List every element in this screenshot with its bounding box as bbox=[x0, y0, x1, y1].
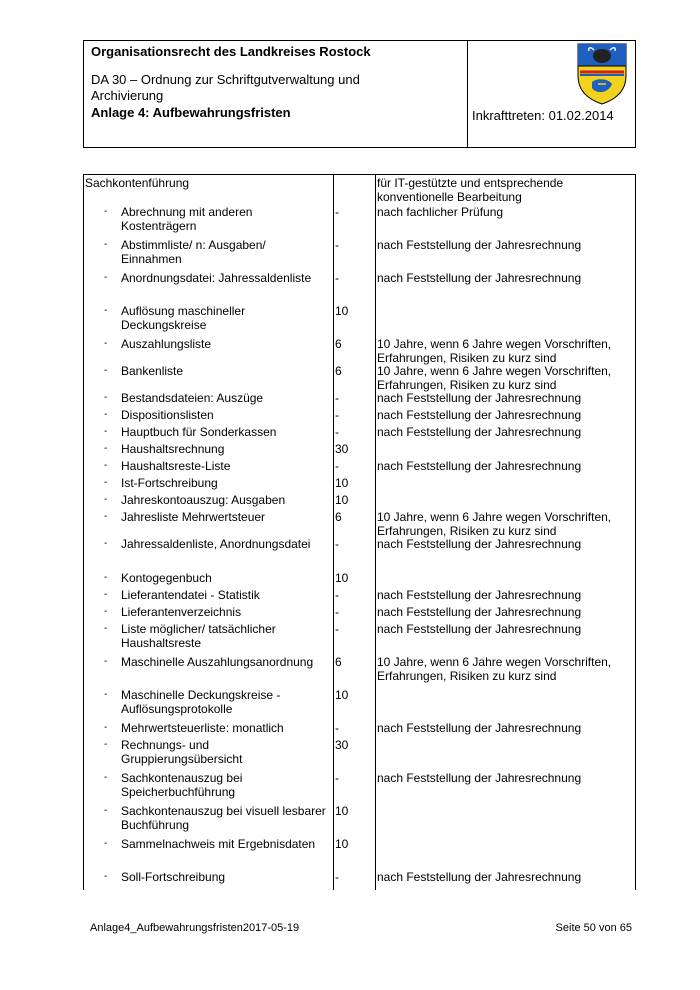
row-remark: nach Feststellung der Jahresrechnung bbox=[377, 771, 582, 785]
row-remark: nach Feststellung der Jahresrechnung bbox=[377, 605, 582, 619]
row-retention-years: 30 bbox=[335, 442, 349, 456]
row-retention-years: 10 bbox=[335, 837, 349, 851]
row-retention-years: - bbox=[335, 605, 339, 619]
row-record-type: Sachkontenauszug bei Speicherbuchführung bbox=[121, 771, 243, 799]
row-retention-years: - bbox=[335, 205, 339, 219]
row-retention-years: - bbox=[335, 771, 339, 785]
row-retention-years: 10 bbox=[335, 804, 349, 818]
section-note: für IT-gestützte und entsprechende konventionelle Bearbeitung bbox=[377, 176, 564, 204]
row-bullet: - bbox=[104, 409, 108, 420]
row-bullet: - bbox=[104, 572, 108, 583]
row-bullet: - bbox=[104, 722, 108, 733]
row-record-type: Haushaltsreste-Liste bbox=[121, 459, 231, 473]
row-retention-years: - bbox=[335, 588, 339, 602]
regulation-title: DA 30 – Ordnung zur Schriftgutverwaltung und Archivierung bbox=[91, 72, 360, 103]
row-bullet: - bbox=[104, 772, 108, 783]
row-retention-years: 10 bbox=[335, 493, 349, 507]
row-bullet: - bbox=[104, 272, 108, 283]
row-record-type: Kontogegenbuch bbox=[121, 571, 212, 585]
row-record-type: Maschinelle Auszahlungsanordnung bbox=[121, 655, 314, 669]
row-remark: nach Feststellung der Jahresrechnung bbox=[377, 408, 582, 422]
row-retention-years: - bbox=[335, 238, 339, 252]
row-bullet: - bbox=[104, 494, 108, 505]
row-record-type: Liste möglicher/ tatsächlicher Haushaltsreste bbox=[121, 622, 276, 650]
row-bullet: - bbox=[104, 365, 108, 376]
row-bullet: - bbox=[104, 426, 108, 437]
row-bullet: - bbox=[104, 206, 108, 217]
row-retention-years: - bbox=[335, 408, 339, 422]
row-bullet: - bbox=[104, 443, 108, 454]
row-record-type: Bankenliste bbox=[121, 364, 184, 378]
row-retention-years: 10 bbox=[335, 688, 349, 702]
row-remark: nach Feststellung der Jahresrechnung bbox=[377, 721, 582, 735]
row-retention-years: - bbox=[335, 425, 339, 439]
row-record-type: Bestandsdateien: Auszüge bbox=[121, 391, 264, 405]
row-record-type: Auflösung maschineller Deckungskreise bbox=[121, 304, 246, 332]
row-bullet: - bbox=[104, 689, 108, 700]
row-remark: 10 Jahre, wenn 6 Jahre wegen Vorschriften, Erfahrungen, Risiken zu kurz sind bbox=[377, 510, 612, 538]
row-record-type: Ist-Fortschreibung bbox=[121, 476, 218, 490]
row-bullet: - bbox=[104, 871, 108, 882]
row-bullet: - bbox=[104, 656, 108, 667]
row-record-type: Auszahlungsliste bbox=[121, 337, 212, 351]
column-divider bbox=[375, 175, 376, 890]
row-record-type: Abrechnung mit anderen Kostenträgern bbox=[121, 205, 253, 233]
row-retention-years: - bbox=[335, 271, 339, 285]
retention-table bbox=[83, 174, 636, 890]
row-bullet: - bbox=[104, 838, 108, 849]
row-retention-years: 6 bbox=[335, 510, 342, 524]
row-record-type: Sachkontenauszug bei visuell lesbarer Buchführung bbox=[121, 804, 326, 832]
row-retention-years: 30 bbox=[335, 738, 349, 752]
footer-page-number: Seite 50 von 65 bbox=[555, 922, 632, 934]
row-remark: nach Feststellung der Jahresrechnung bbox=[377, 271, 582, 285]
row-bullet: - bbox=[104, 460, 108, 471]
row-bullet: - bbox=[104, 589, 108, 600]
row-remark: nach fachlicher Prüfung bbox=[377, 205, 504, 219]
row-remark: nach Feststellung der Jahresrechnung bbox=[377, 870, 582, 884]
header-divider bbox=[467, 41, 468, 147]
row-retention-years: 10 bbox=[335, 304, 349, 318]
appendix-title: Anlage 4: Aufbewahrungsfristen bbox=[91, 105, 291, 120]
row-remark: nach Feststellung der Jahresrechnung bbox=[377, 391, 582, 405]
row-record-type: Jahresliste Mehrwertsteuer bbox=[121, 510, 266, 524]
row-record-type: Sammelnachweis mit Ergebnisdaten bbox=[121, 837, 316, 851]
row-remark: nach Feststellung der Jahresrechnung bbox=[377, 425, 582, 439]
row-record-type: Anordnungsdatei: Jahressaldenliste bbox=[121, 271, 312, 285]
organization-title: Organisationsrecht des Landkreises Rostock bbox=[91, 44, 371, 59]
row-retention-years: - bbox=[335, 459, 339, 473]
row-record-type: Rechnungs- und Gruppierungsübersicht bbox=[121, 738, 243, 766]
row-remark: nach Feststellung der Jahresrechnung bbox=[377, 588, 582, 602]
row-record-type: Jahressaldenliste, Anordnungsdatei bbox=[121, 537, 311, 551]
row-retention-years: - bbox=[335, 391, 339, 405]
row-bullet: - bbox=[104, 305, 108, 316]
row-remark: nach Feststellung der Jahresrechnung bbox=[377, 238, 582, 252]
document-header bbox=[83, 40, 636, 148]
row-record-type: Jahreskontoauszug: Ausgaben bbox=[121, 493, 286, 507]
row-record-type: Maschinelle Deckungskreise - Auflösungsprotokolle bbox=[121, 688, 281, 716]
row-remark: nach Feststellung der Jahresrechnung bbox=[377, 622, 582, 636]
row-retention-years: - bbox=[335, 622, 339, 636]
row-bullet: - bbox=[104, 239, 108, 250]
row-record-type: Hauptbuch für Sonderkassen bbox=[121, 425, 277, 439]
row-bullet: - bbox=[104, 739, 108, 750]
row-retention-years: - bbox=[335, 870, 339, 884]
effective-date: Inkrafttreten: 01.02.2014 bbox=[472, 108, 614, 123]
row-retention-years: 10 bbox=[335, 476, 349, 490]
row-record-type: Soll-Fortschreibung bbox=[121, 870, 226, 884]
row-bullet: - bbox=[104, 511, 108, 522]
row-bullet: - bbox=[104, 606, 108, 617]
row-remark: 10 Jahre, wenn 6 Jahre wegen Vorschriften, Erfahrungen, Risiken zu kurz sind bbox=[377, 337, 612, 365]
row-record-type: Mehrwertsteuerliste: monatlich bbox=[121, 721, 284, 735]
row-remark: 10 Jahre, wenn 6 Jahre wegen Vorschriften, Erfahrungen, Risiken zu kurz sind bbox=[377, 364, 612, 392]
row-retention-years: 10 bbox=[335, 571, 349, 585]
row-remark: nach Feststellung der Jahresrechnung bbox=[377, 537, 582, 551]
coat-of-arms-icon bbox=[576, 42, 628, 106]
row-remark: 10 Jahre, wenn 6 Jahre wegen Vorschriften, Erfahrungen, Risiken zu kurz sind bbox=[377, 655, 612, 683]
row-remark: nach Feststellung der Jahresrechnung bbox=[377, 459, 582, 473]
row-retention-years: 6 bbox=[335, 337, 342, 351]
footer-filename: Anlage4_Aufbewahrungsfristen2017-05-19 bbox=[90, 922, 300, 934]
row-bullet: - bbox=[104, 392, 108, 403]
row-record-type: Lieferantenverzeichnis bbox=[121, 605, 242, 619]
row-retention-years: 6 bbox=[335, 364, 342, 378]
column-divider bbox=[333, 175, 334, 890]
row-record-type: Dispositionslisten bbox=[121, 408, 214, 422]
row-retention-years: - bbox=[335, 721, 339, 735]
row-record-type: Abstimmliste/ n: Ausgaben/ Einnahmen bbox=[121, 238, 266, 266]
row-bullet: - bbox=[104, 477, 108, 488]
row-record-type: Haushaltsrechnung bbox=[121, 442, 225, 456]
row-bullet: - bbox=[104, 338, 108, 349]
row-bullet: - bbox=[104, 805, 108, 816]
row-retention-years: - bbox=[335, 537, 339, 551]
section-heading: Sachkontenführung bbox=[85, 176, 190, 190]
row-bullet: - bbox=[104, 623, 108, 634]
row-retention-years: 6 bbox=[335, 655, 342, 669]
row-bullet: - bbox=[104, 538, 108, 549]
row-record-type: Lieferantendatei - Statistik bbox=[121, 588, 260, 602]
